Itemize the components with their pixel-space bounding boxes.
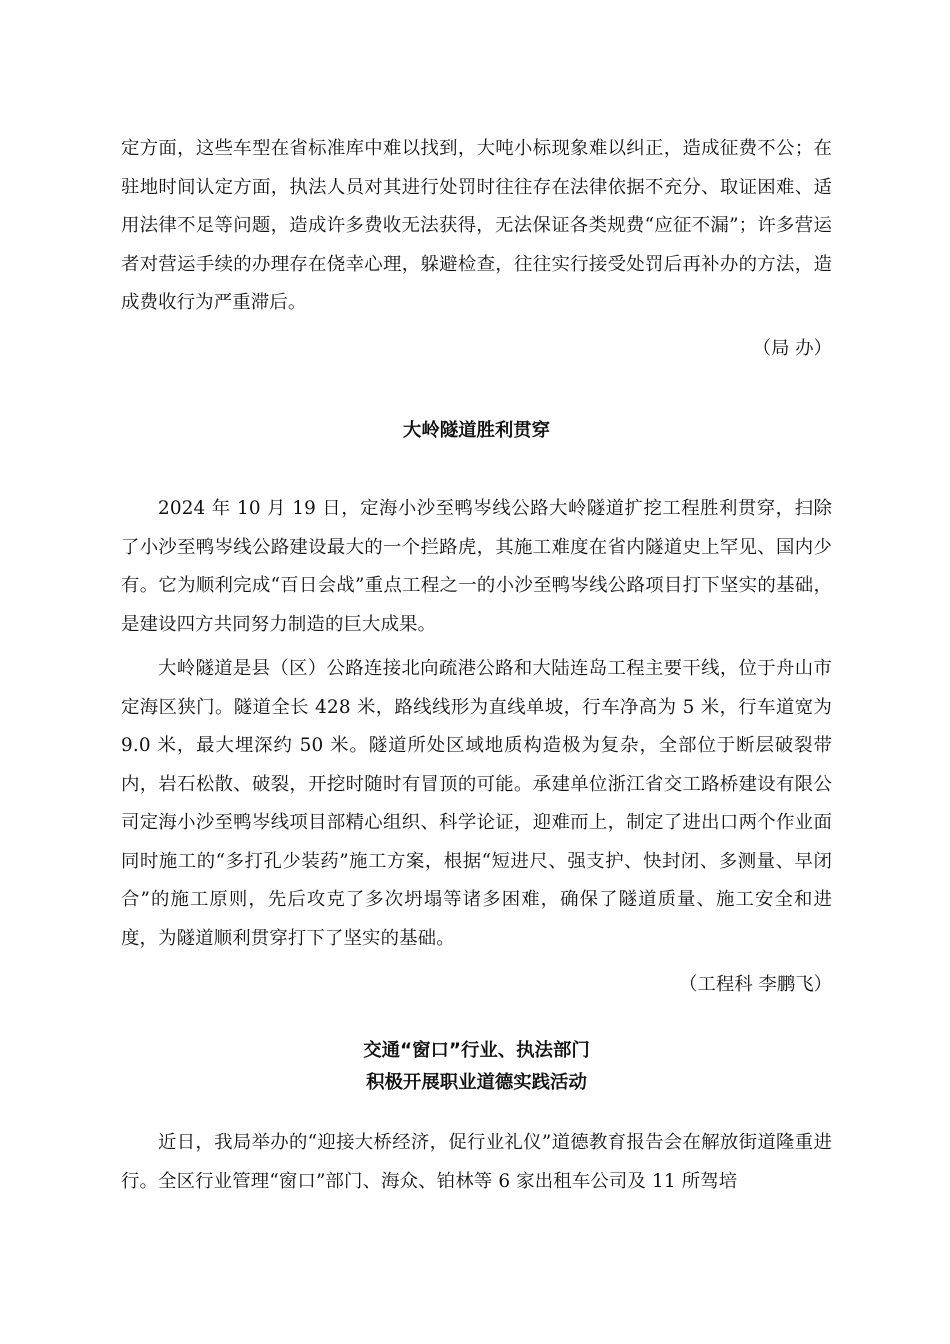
article1-author: （局 办） xyxy=(752,338,832,359)
article3-title-line-2: 积极开展职业道德实践活动 xyxy=(366,1072,587,1093)
article2-paragraph-1: 2024 年 10 月 19 日，定海小沙至鸭岑线公路大岭隧道扩挖工程胜利贯穿，扫除了小沙至鸭岑线公路建设最大的一个拦路虎，其施工难度在省内隧道史上罕见、国内少有。它为顺利完成“百日会战”重点工程之一的小沙至鸭岑线公路项目打下坚实的基础，是建设四方共同努力制造的巨大成果。 xyxy=(121,498,832,635)
article1-continuation: 定方面，这些车型在省标准库中难以找到，大吨小标现象难以纠正，造成征费不公；在驻地时间认定方面，执法人员对其进行处罚时往往存在法律依据不充分、取证困难、适用法律不足等问题，造成许多费收无法获得，无法保证各类规费“应征不漏”；许多营运者对营运手续的办理存在侥幸心理，躲避检查，往往实行接受处罚后再补办的方法，造成费收行为严重滞后。 xyxy=(121,138,832,313)
article2-title: 大岭隧道胜利贯穿 xyxy=(402,420,551,441)
article2-paragraph-2: 大岭隧道是县（区）公路连接北向疏港公路和大陆连岛工程主要干线，位于舟山市定海区狭门。隧道全长 428 米，路线线形为直线单坡，行车净高为 5 米，行车道宽为 9.0 米，最大埋深约 50 米。隧道所处区域地质构造极为复杂，全部位于断层破裂带内，岩石松散、破裂，开挖时随时有冒顶的可能。承建单位浙江省交工路桥建设有限公司定海小沙至鸭岑线项目部精心组织、科学论证，迎难而上，制定了进出口两个作业面同时施工的“多打孔少装药”施工方案，根据“短进尺、强支护、快封闭、多测量、早闭合”的施工原则，先后攻克了多次坍塌等诸多困难，确保了隧道质量、施工安全和进度，为隧道顺利贯穿打下了坚实的基础。 xyxy=(121,658,832,949)
article2-author: （工程科 李鹏飞） xyxy=(679,974,832,995)
article3-paragraph: 近日，我局举办的“迎接大桥经济，促行业礼仪”道德教育报告会在解放街道隆重进行。全区行业管理“窗口”部门、海众、铂林等 6 家出租车公司及 11 所驾培 xyxy=(121,1132,832,1192)
article3-title-line-1: 交通“窗口”行业、执法部门 xyxy=(363,1040,590,1061)
